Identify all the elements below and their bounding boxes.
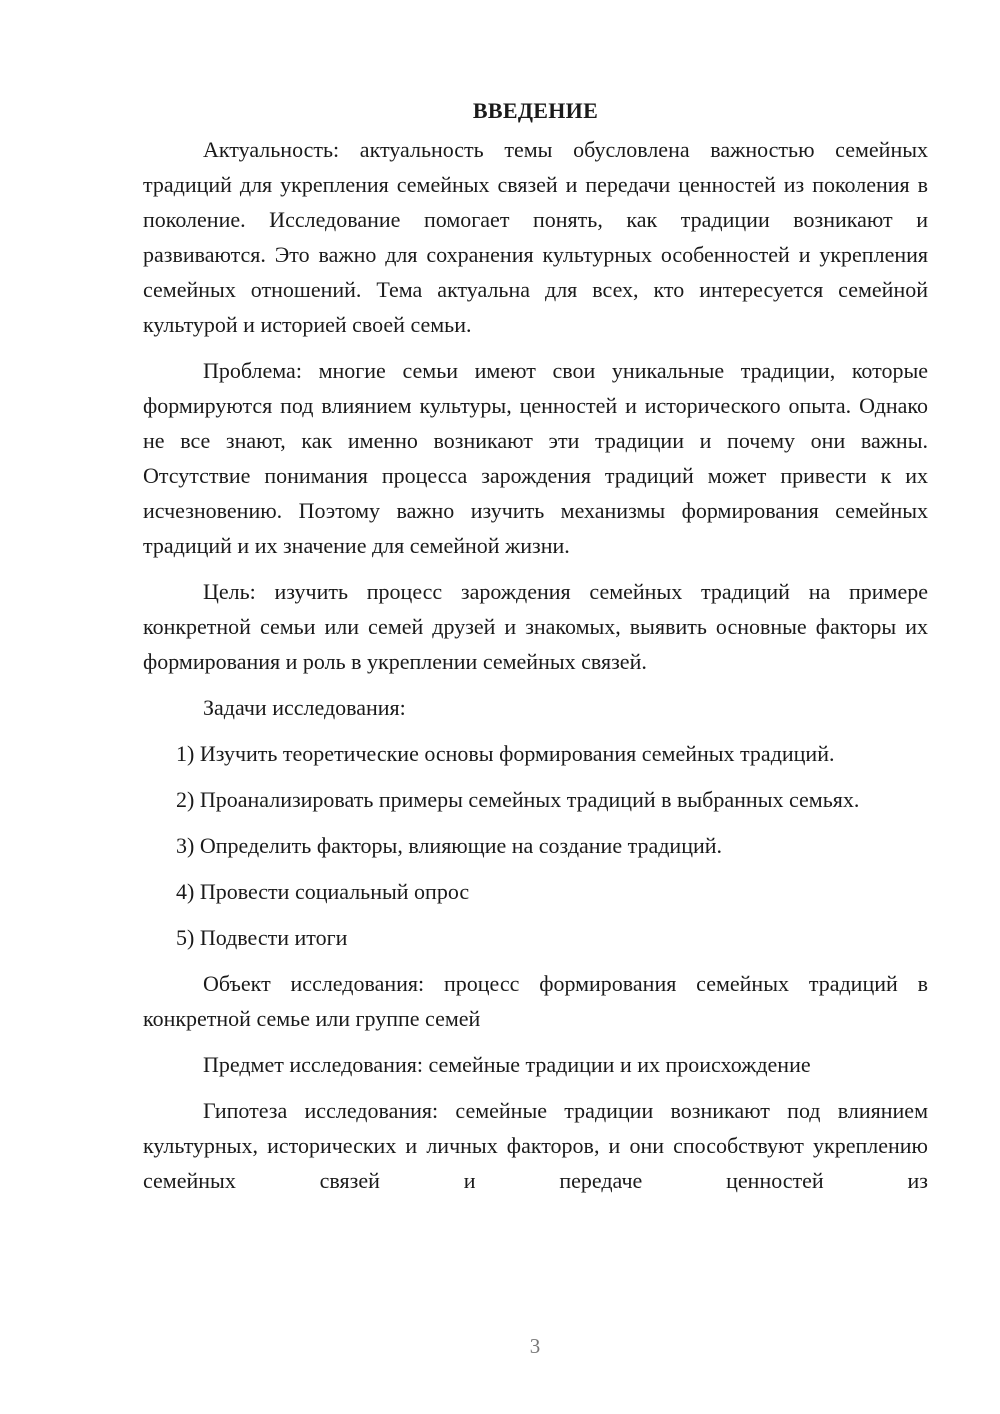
- hypothesis-paragraph: Гипотеза исследования: семейные традиции возникают под влиянием культурных, исторических и личных факторов, и они способствуют укреплению семейных связей и передаче ценностей из: [143, 1098, 928, 1193]
- page-title: ВВЕДЕНИЕ: [472, 98, 599, 123]
- subject-paragraph: Предмет исследования: семейные традиции и их происхождение: [203, 1052, 811, 1077]
- page-number: 3: [529, 1334, 541, 1358]
- task-item-4: 4) Провести социальный опрос: [176, 879, 470, 904]
- problem-paragraph: Проблема: многие семьи имеют свои уникальные традиции, которые формируются под влиянием культуры, ценностей и исторического опыта. Однако не все знают, как именно возникают эти традиции и почему они важны. Отсутствие понимания процесса зарождения традиций может привести к их исчезновению. Поэтому важно изучить механизмы формирования семейных традиций и их значение для семейной жизни.: [143, 358, 928, 558]
- object-paragraph: Объект исследования: процесс формирования семейных традиций в конкретной семье или группе семей: [143, 971, 928, 1031]
- task-item-2: 2) Проанализировать примеры семейных традиций в выбранных семьях.: [176, 787, 860, 812]
- tasks-heading: Задачи исследования:: [203, 695, 406, 720]
- task-item-5: 5) Подвести итоги: [176, 925, 348, 950]
- task-item-1: 1) Изучить теоретические основы формирования семейных традиций.: [176, 741, 835, 766]
- relevance-paragraph: Актуальность: актуальность темы обусловлена важностью семейных традиций для укрепления семейных связей и передачи ценностей из поколения в поколение. Исследование помогает понять, как традиции возникают и развиваются. Это важно для сохранения культурных особенностей и укрепления семейных отношений. Тема актуальна для всех, кто интересуется семейной культурой и историей своей семьи.: [143, 137, 928, 337]
- task-item-3: 3) Определить факторы, влияющие на создание традиций.: [176, 833, 723, 858]
- page-content: [143, 93, 928, 1198]
- goal-paragraph: Цель: изучить процесс зарождения семейных традиций на примере конкретной семьи или семей друзей и знакомых, выявить основные факторы их формирования и роль в укреплении семейных связей.: [143, 579, 928, 674]
